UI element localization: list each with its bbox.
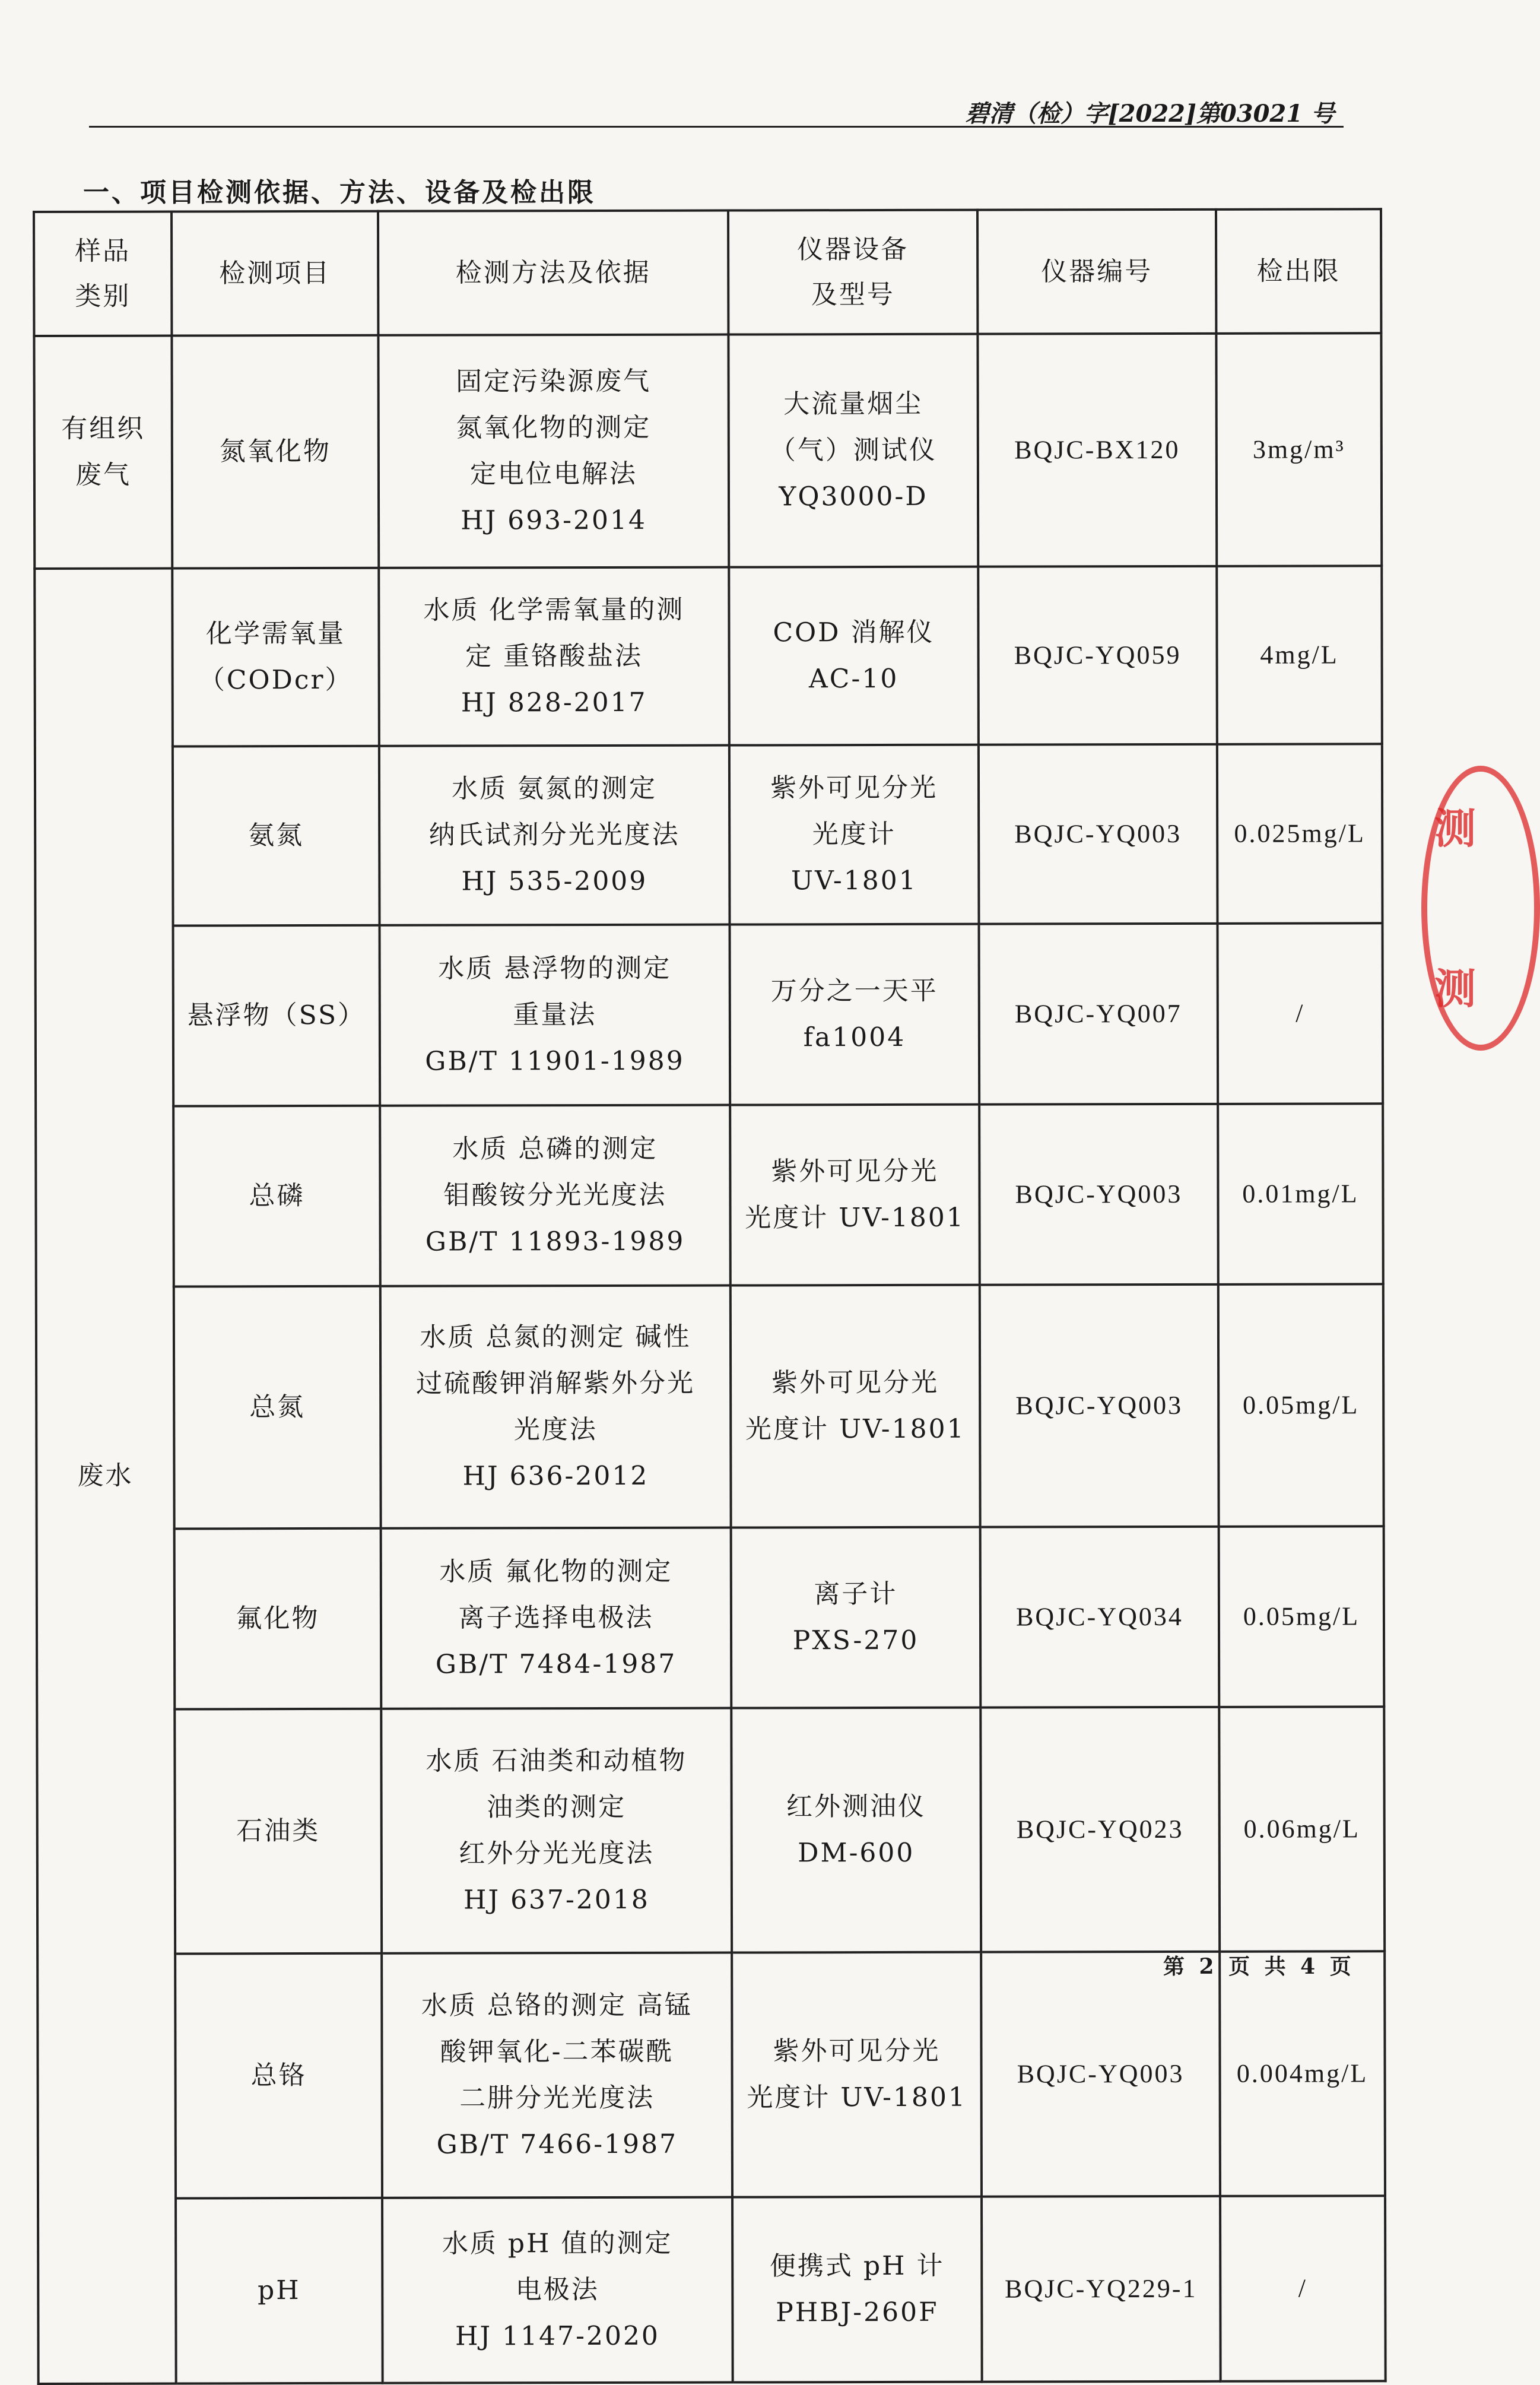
cell-text-line: COD 消解仪 <box>773 617 935 648</box>
cell-text-line: 重量法 <box>513 1000 597 1030</box>
instrument-number-cell: BQJC-YQ003 <box>980 1285 1219 1527</box>
cell-text-line: 紫外可见分光 <box>771 1367 939 1398</box>
column-header <box>1216 209 1381 334</box>
cell-text-line: 纳氏试剂分光光度法 <box>428 819 680 851</box>
instrument-number-cell: BQJC-YQ003 <box>979 1104 1218 1285</box>
test-item-cell <box>172 335 379 569</box>
cell-text-line: 水质 悬浮物的测定 <box>438 953 672 984</box>
cell-text-line: 化学需氧量 <box>205 618 346 649</box>
cell-text-line: 油类的测定 <box>487 1791 627 1823</box>
column-header <box>172 211 378 336</box>
test-item-cell <box>173 746 380 926</box>
table-row <box>34 566 1382 747</box>
cell-text-line: 离子选择电极法 <box>458 1602 654 1634</box>
table-row <box>38 2196 1386 2384</box>
instrument-cell <box>730 1105 980 1286</box>
cell-text-line: 氨氮 <box>248 820 304 851</box>
cell-text-line: HJ 1147-2020 <box>455 2320 660 2352</box>
cell-text-line: HJ 693-2014 <box>461 505 647 536</box>
cell-text-line: 水质 石油类和动植物 <box>426 1745 687 1777</box>
table-row <box>37 1707 1385 1954</box>
cell-text-line: 检测方法及依据 <box>455 257 651 288</box>
cell-text-line: GB/T 11901-1989 <box>425 1045 685 1077</box>
method-cell <box>382 2197 733 2383</box>
report-number: 碧清（检）字[2022]第03021 号 <box>965 100 1335 128</box>
cell-text-line: 固定污染源废气 <box>456 366 652 397</box>
table-row <box>37 1951 1385 2199</box>
cell-text-line: 检测项目 <box>219 258 331 288</box>
cell-text-line: DM-600 <box>798 1837 915 1869</box>
cell-text-line: UV-1801 <box>790 865 917 896</box>
cell-text-line: 类别 <box>75 281 131 312</box>
instrument-number-cell: BQJC-YQ229-1 <box>982 2196 1221 2382</box>
cell-text-line: 及型号 <box>811 279 895 310</box>
cell-text-line: 水质 总氮的测定 碱性 <box>420 1321 691 1353</box>
detection-limit-cell: 0.01mg/L <box>1218 1103 1383 1285</box>
instrument-number-cell: BQJC-YQ003 <box>979 744 1218 924</box>
cell-text-line: 水质 氨氮的测定 <box>451 773 658 804</box>
detection-limit-cell: 0.06mg/L <box>1219 1707 1385 1952</box>
cell-text-line: 总磷 <box>249 1181 305 1211</box>
cell-text-line: 水质 氟化物的测定 <box>439 1556 673 1587</box>
cell-text-line: 氮氧化物的测定 <box>456 412 652 443</box>
cell-text-line: HJ 636-2012 <box>462 1460 649 1492</box>
cell-text-line: 有组织 <box>61 413 145 444</box>
cell-text-line: fa1004 <box>803 1022 906 1053</box>
detection-limit-cell: / <box>1218 923 1383 1104</box>
cell-text-line: 钼酸铵分光光度法 <box>443 1179 667 1211</box>
cell-text-line: 光度计 UV-1801 <box>745 1413 966 1445</box>
method-cell <box>379 746 730 925</box>
table-row <box>37 1526 1385 1710</box>
cell-text-line: 水质 总铬的测定 高锰 <box>421 1990 693 2021</box>
cell-text-line: 水质 pH 值的测定 <box>442 2228 673 2259</box>
cell-text-line: 紫外可见分光 <box>773 2035 941 2067</box>
cell-text-line: （气）测试仪 <box>769 434 937 466</box>
cell-text-line: 总氮 <box>249 1392 306 1423</box>
detection-methods-table <box>33 208 1387 2385</box>
test-item-cell <box>173 925 380 1106</box>
seal-char: 测 <box>1434 804 1476 853</box>
cell-text-line: GB/T 11893-1989 <box>425 1226 685 1257</box>
instrument-cell <box>730 924 980 1105</box>
cell-text-line: 万分之一天平 <box>770 975 938 1007</box>
detection-limit-cell: / <box>1220 2196 1386 2381</box>
cell-text-line: 氟化物 <box>236 1603 320 1634</box>
column-header <box>378 211 728 335</box>
cell-text-line: 二肼分光光度法 <box>459 2082 655 2114</box>
instrument-number-cell: BQJC-YQ059 <box>978 566 1217 745</box>
detection-limit-cell: 0.05mg/L <box>1218 1284 1384 1527</box>
method-cell <box>382 1953 732 2198</box>
cell-text-line: 石油类 <box>236 1815 320 1847</box>
cell-text-line: 水质 化学需氧量的测 <box>423 594 685 626</box>
cell-text-line: 氮氧化物 <box>219 436 331 467</box>
cell-text-line: 光度法 <box>513 1414 598 1445</box>
detection-limit-cell: 0.004mg/L <box>1220 1951 1385 2196</box>
cell-text-line: 红外测油仪 <box>786 1791 926 1822</box>
test-item-cell <box>174 1528 382 1710</box>
detection-limit-cell: 4mg/L <box>1217 566 1382 744</box>
table-row <box>36 1284 1384 1529</box>
cell-text-line: 紫外可见分光 <box>770 772 938 804</box>
cell-text-line: 离子计 <box>814 1578 898 1610</box>
cell-text-line: PXS-270 <box>792 1625 919 1656</box>
sample-category-cell <box>34 336 172 569</box>
instrument-number-cell: BQJC-YQ034 <box>980 1527 1220 1708</box>
cell-text-line: 样品 <box>75 236 131 267</box>
table-row <box>36 1103 1383 1287</box>
cell-text-line: HJ 828-2017 <box>461 687 647 718</box>
cell-text-line: 紫外可见分光 <box>771 1156 939 1187</box>
method-cell <box>379 567 729 746</box>
table-row <box>34 333 1382 569</box>
instrument-cell <box>732 1952 982 2197</box>
cell-text-line: HJ 535-2009 <box>461 865 648 897</box>
cell-text-line: PHBJ-260F <box>776 2297 939 2328</box>
method-cell <box>381 1708 732 1953</box>
cell-text-line: 水质 总磷的测定 <box>452 1133 658 1165</box>
cell-text-line: GB/T 7484-1987 <box>435 1648 677 1680</box>
cell-text-line: AC-10 <box>808 663 899 694</box>
cell-text-line: 大流量烟尘 <box>783 388 923 420</box>
instrument-cell <box>729 745 979 925</box>
cell-text-line: HJ 637-2018 <box>463 1884 650 1915</box>
seal-char: 测 <box>1434 964 1476 1013</box>
cell-text-line: 废气 <box>75 459 131 490</box>
cell-text-line: 酸钾氧化-二苯碳酰 <box>440 2036 674 2067</box>
cell-text-line: （CODcr） <box>198 664 353 696</box>
instrument-cell <box>731 1285 980 1528</box>
instrument-number-cell: BQJC-YQ007 <box>979 924 1218 1105</box>
cell-text-line: 仪器编号 <box>1041 256 1153 287</box>
test-item-cell <box>172 568 379 747</box>
test-item-cell <box>174 1709 382 1954</box>
cell-text-line: 光度计 <box>812 819 896 850</box>
instrument-number-cell: BQJC-YQ023 <box>980 1707 1220 1952</box>
cell-text-line: GB/T 7466-1987 <box>436 2129 678 2160</box>
cell-text-line: 总铬 <box>250 2060 307 2091</box>
header-divider <box>89 126 1344 128</box>
cell-text-line: 检出限 <box>1256 255 1341 287</box>
cell-text-line: 光度计 UV-1801 <box>745 1202 965 1233</box>
detection-limit-cell: 0.05mg/L <box>1219 1526 1385 1707</box>
detection-limit-cell: 3mg/m³ <box>1216 333 1382 566</box>
cell-text-line: YQ3000-D <box>779 481 928 512</box>
cell-text-line: 电极法 <box>515 2275 599 2305</box>
instrument-cell <box>731 1527 981 1708</box>
inspection-seal-stamp <box>1421 766 1540 1051</box>
instrument-number-cell: BQJC-YQ003 <box>981 1952 1220 2197</box>
section-title: 一、项目检测依据、方法、设备及检出限 <box>83 177 596 208</box>
detection-limit-cell: 0.025mg/L <box>1217 744 1383 924</box>
cell-text-line: 光度计 UV-1801 <box>747 2082 967 2113</box>
cell-text-line: 悬浮物（SS） <box>187 1000 366 1031</box>
cell-text-line: 废水 <box>77 1460 134 1491</box>
method-cell <box>380 1286 731 1528</box>
column-header <box>728 210 977 335</box>
instrument-cell <box>728 334 978 567</box>
instrument-number-cell: BQJC-BX120 <box>977 334 1217 567</box>
cell-text-line: 定 重铬酸盐法 <box>465 640 643 672</box>
instrument-cell <box>732 2197 982 2383</box>
cell-text-line: 仪器设备 <box>797 234 909 265</box>
page-footer: 第 2 页 共 4 页 <box>1163 1954 1355 1979</box>
test-item-cell <box>176 2198 383 2384</box>
test-item-cell <box>174 1286 381 1529</box>
column-header <box>977 210 1216 334</box>
cell-text-line: 便携式 pH 计 <box>769 2250 945 2282</box>
test-item-cell <box>173 1106 380 1287</box>
cell-text-line: pH <box>258 2275 301 2306</box>
sample-category-cell <box>34 569 176 2384</box>
table-row <box>36 923 1383 1106</box>
column-header <box>34 212 172 336</box>
method-cell <box>381 1528 732 1709</box>
test-item-cell <box>175 1953 382 2199</box>
table-row <box>35 744 1383 926</box>
cell-text-line: 定电位电解法 <box>469 458 637 490</box>
instrument-cell <box>731 1708 981 1953</box>
instrument-cell <box>729 567 979 746</box>
cell-text-line: 过硫酸钾消解紫外分光 <box>416 1368 696 1399</box>
table-header-row <box>34 209 1381 336</box>
method-cell <box>380 925 731 1106</box>
method-cell <box>380 1105 731 1286</box>
cell-text-line: 红外分光光度法 <box>459 1838 655 1869</box>
method-cell <box>378 335 729 568</box>
